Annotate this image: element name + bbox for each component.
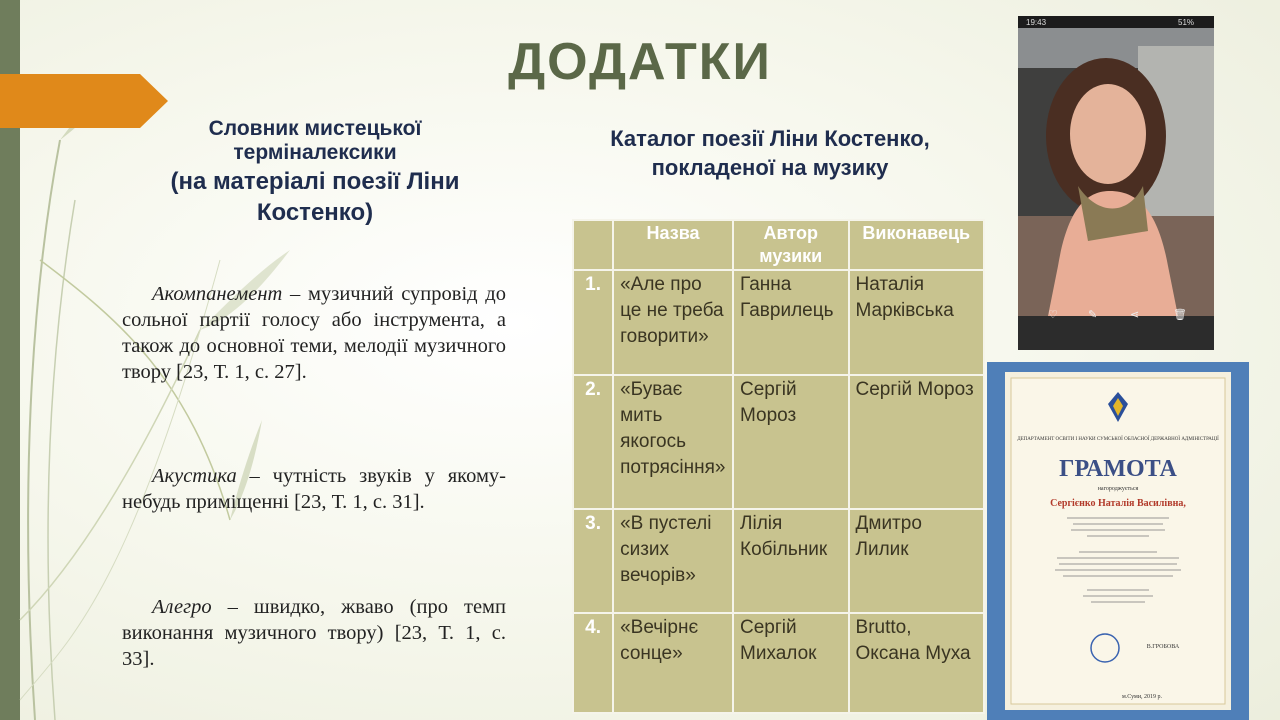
definition-term: Алегро	[152, 596, 212, 618]
certificate-header: ДЕПАРТАМЕНТ ОСВІТИ І НАУКИ СУМСЬКОЇ ОБЛАСНОЇ ДЕРЖАВНОЇ АДМІНІСТРАЦІЇ	[1017, 437, 1219, 442]
header-cell-num	[573, 220, 613, 270]
share-icon: ⋖	[1130, 309, 1140, 321]
row-performer: Сергій Мороз	[849, 375, 984, 509]
table-row	[573, 375, 984, 509]
certificate-title: ГРАМОТА	[1059, 456, 1177, 482]
certificate-awarded: нагороджується	[1097, 486, 1139, 492]
table-row	[573, 613, 984, 713]
row-song-name: «Вечірнє сонце»	[613, 613, 733, 713]
table-row	[573, 270, 984, 375]
definition-text: – швидко, жваво (про темп виконання музичного твору) [23, Т. 1, с. 33].	[122, 596, 506, 670]
row-song-name: «Буває мить якогось потрясіння»	[613, 375, 733, 509]
catalog-heading	[560, 124, 980, 182]
row-song-name: «Але про це не треба говорити»	[613, 270, 733, 375]
row-music-author: Ганна Гаврилець	[733, 270, 849, 375]
table-row	[573, 509, 984, 613]
row-performer: Наталія Марківська	[849, 270, 984, 375]
slide-title: ДОДАТКИ	[508, 33, 772, 91]
row-number: 2.	[573, 375, 613, 509]
header-cell-author: Автор музики	[733, 220, 849, 270]
certificate-signature: В.ГРОБОВА	[1146, 644, 1180, 650]
certificate-name: Сергієнко Наталія Василівна,	[1050, 498, 1186, 509]
certificate-image	[987, 362, 1249, 720]
portrait-photo	[1018, 16, 1214, 350]
certificate-footer: м.Суми, 2019 р.	[1121, 694, 1163, 700]
definition-term: Акустика	[152, 465, 237, 487]
catalog-table	[572, 219, 985, 714]
row-song-name: «В пустелі сизих вечорів»	[613, 509, 733, 613]
catalog-heading-line2: покладеної на музику	[651, 155, 889, 180]
dictionary-heading-line2: терміналексики	[233, 141, 397, 164]
row-number: 1.	[573, 270, 613, 375]
definition-item	[122, 594, 506, 672]
definition-item	[122, 463, 506, 515]
header-cell-performer: Виконавець	[849, 220, 984, 270]
portrait-image	[1018, 16, 1214, 350]
row-performer: Дмитро Лилик	[849, 509, 984, 613]
row-performer: Brutto, Оксана Муха	[849, 613, 984, 713]
certificate-graphic	[987, 362, 1249, 720]
dictionary-heading-line3: (на матеріалі поезії Ліни	[170, 168, 460, 195]
row-music-author: Сергій Михалок	[733, 613, 849, 713]
definition-term: Акомпанемент	[152, 283, 283, 305]
row-music-author: Лілія Кобільник	[733, 509, 849, 613]
dictionary-heading	[120, 117, 510, 227]
dictionary-heading-line4: Костенко)	[256, 199, 374, 226]
trash-icon: 🗑	[1173, 309, 1187, 321]
edit-icon: ✎	[1088, 309, 1098, 321]
row-music-author: Сергій Мороз	[733, 375, 849, 509]
definition-item	[122, 281, 506, 385]
catalog-heading-line1: Каталог поезії Ліни Костенко,	[610, 126, 930, 151]
row-number: 4.	[573, 613, 613, 713]
table-header-row	[573, 220, 984, 270]
definition-text: – чутність звуків у якому-небудь приміщенні [23, Т. 1, с. 31].	[122, 465, 506, 513]
definition-text: – музичний супровід до сольної партії голосу або інструмента, а також до основної теми, мелодії музичного твору [23, Т. 1, с. 27].	[122, 283, 506, 383]
status-time: 19:43	[1026, 18, 1047, 27]
header-cell-name: Назва	[613, 220, 733, 270]
dictionary-heading-line1: Словник мистецької	[208, 117, 422, 140]
row-number: 3.	[573, 509, 613, 613]
status-battery: 51%	[1178, 18, 1195, 27]
heart-icon: ♡	[1048, 309, 1058, 321]
